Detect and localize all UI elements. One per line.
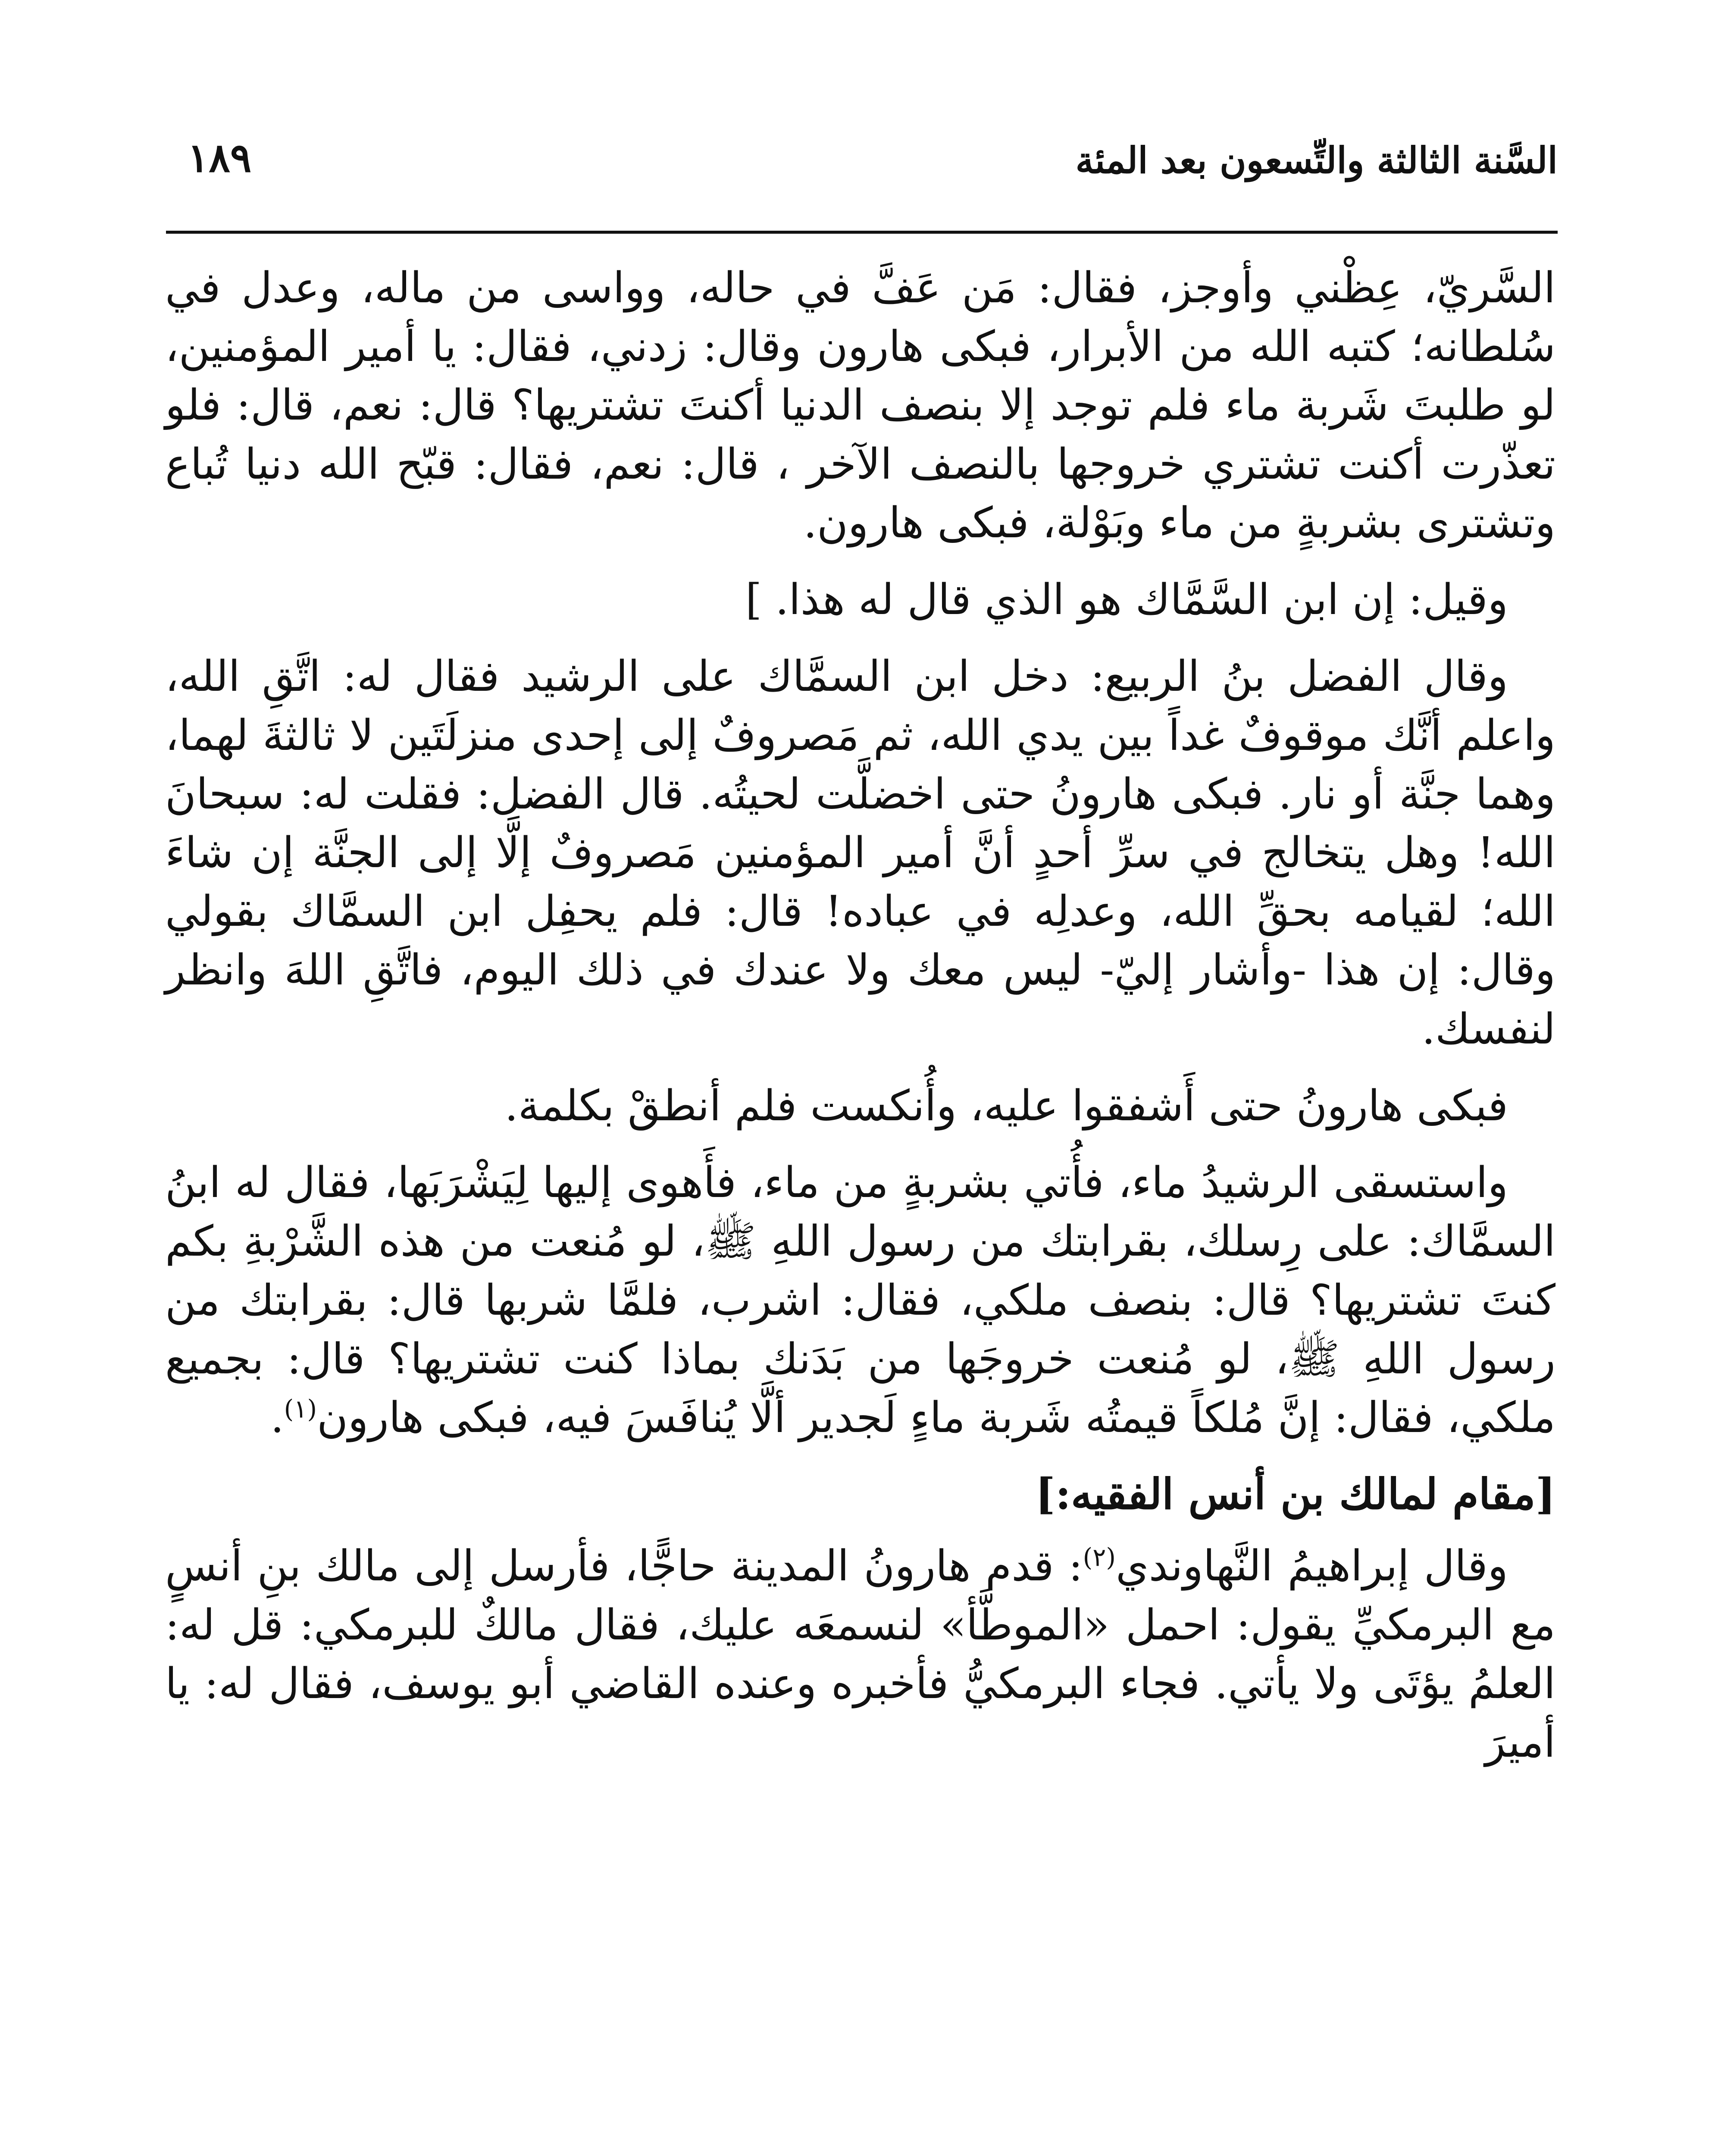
section-heading [165, 1465, 1555, 1524]
paragraph-2-text: وقيل: إن ابن السَّمَّاك هو الذي قال له هذا. ] [745, 575, 1508, 625]
footnote-ref-1[interactable]: (١) [284, 1394, 317, 1424]
paragraph-1 [165, 259, 1555, 552]
paragraph-4-text: فبكى هارونُ حتى أَشفقوا عليه، وأُنكست فلم أنطقْ بكلمة. [504, 1081, 1508, 1131]
paragraph-6-text: وقال إبراهيمُ النَّهاوندي [1116, 1542, 1508, 1591]
paragraph-1-text: السَّريّ، عِظْني وأوجز، فقال: مَن عَفَّ في حاله، وواسى من ماله، وعدل في سُلطانه؛ كتبه الله من الأبرار، فبكى هارون وقال: زدني، فقال: يا أمير المؤمنين، لو طلبتَ شَربة ماء فلم توجد إلا بنصف الدنيا أكنتَ تشتريها؟ قال: نعم، قال: فلو تعذّرت أكنت تشتري خروجها بالنصف الآخر ، قال: نعم، فقال: قبّح الله دنيا تُباع وتشترى بشربةٍ من ماء وبَوْلة، فبكى هارون. [165, 263, 1555, 548]
paragraph-3 [165, 647, 1555, 1059]
paragraph-6 [165, 1537, 1555, 1772]
paragraph-3-text: وقال الفضل بنُ الربيع: دخل ابن السمَّاك على الرشيد فقال له: اتَّقِ الله، واعلم أنَّك موقوفٌ غداً بين يدي الله، ثم مَصروفٌ إلى إحدى منزلَتَين لا ثالثةَ لهما، وهما جنَّة أو نار. فبكى هارونُ حتى اخضلَّت لحيتُه. قال الفضل: فقلت له: سبحانَ الله! وهل يتخالج في سرِّ أحدٍ أنَّ أمير المؤمنين مَصروفٌ إلَّا إلى الجنَّة إن شاءَ الله؛ لقيامه بحقِّ الله، وعدلِه في عباده! قال: فلم يحفِل ابن السمَّاك بقولي وقال: إن هذا -وأشار إليّ- ليس معك ولا عندك في ذلك اليوم، فاتَّقِ اللهَ وانظر لنفسك. [165, 652, 1555, 1054]
paragraph-5 [165, 1153, 1555, 1447]
main-text [165, 259, 1555, 1790]
page-number: ١٨٩ [188, 135, 252, 181]
header-divider [166, 231, 1558, 234]
paragraph-5-text: واستسقى الرشيدُ ماء، فأُتي بشربةٍ من ماء، فأَهوى إليها لِيَشْرَبَها، فقال له ابنُ السمَّاك: على رِسلك، بقرابتك من رسول اللهِ ﷺ، لو مُنعت من هذه الشَّرْبةِ بكم كنتَ تشتريها؟ قال: بنصف ملكي، فقال: اشرب، فلمَّا شربها قال: بقرابتك من رسول اللهِ ﷺ، لو مُنعت خروجَها من بَدَنك بماذا كنت تشتريها؟ قال: بجميع ملكي، فقال: إنَّ مُلكاً قيمتُه شَربة ماءٍ لَجدير ألَّا يُنافَسَ فيه، فبكى هارون [165, 1158, 1555, 1442]
section-heading-text: [مقام لمالك بن أنس الفقيه:] [1035, 1470, 1555, 1520]
paragraph-6-end: : قدم هارونُ المدينة حاجًّا، فأرسل إلى مالك بنِ أنسٍ مع البرمكيِّ يقول: احمل «الموطَّأ» لنسمعَه عليك، فقال مالكٌ للبرمكي: قل له: العلمُ يؤتَى ولا يأتي. فجاء البرمكيُّ فأخبره وعنده القاضي أبو يوسف، فقال له: يا أميرَ [165, 1542, 1555, 1767]
paragraph-5-end: . [270, 1393, 284, 1442]
running-header-title: السَّنة الثالثة والتِّسعون بعد المئة [1075, 139, 1558, 182]
paragraph-4 [165, 1077, 1555, 1135]
footnote-ref-2[interactable]: (٢) [1083, 1542, 1116, 1572]
paragraph-2 [165, 570, 1555, 629]
running-header [162, 129, 1558, 211]
